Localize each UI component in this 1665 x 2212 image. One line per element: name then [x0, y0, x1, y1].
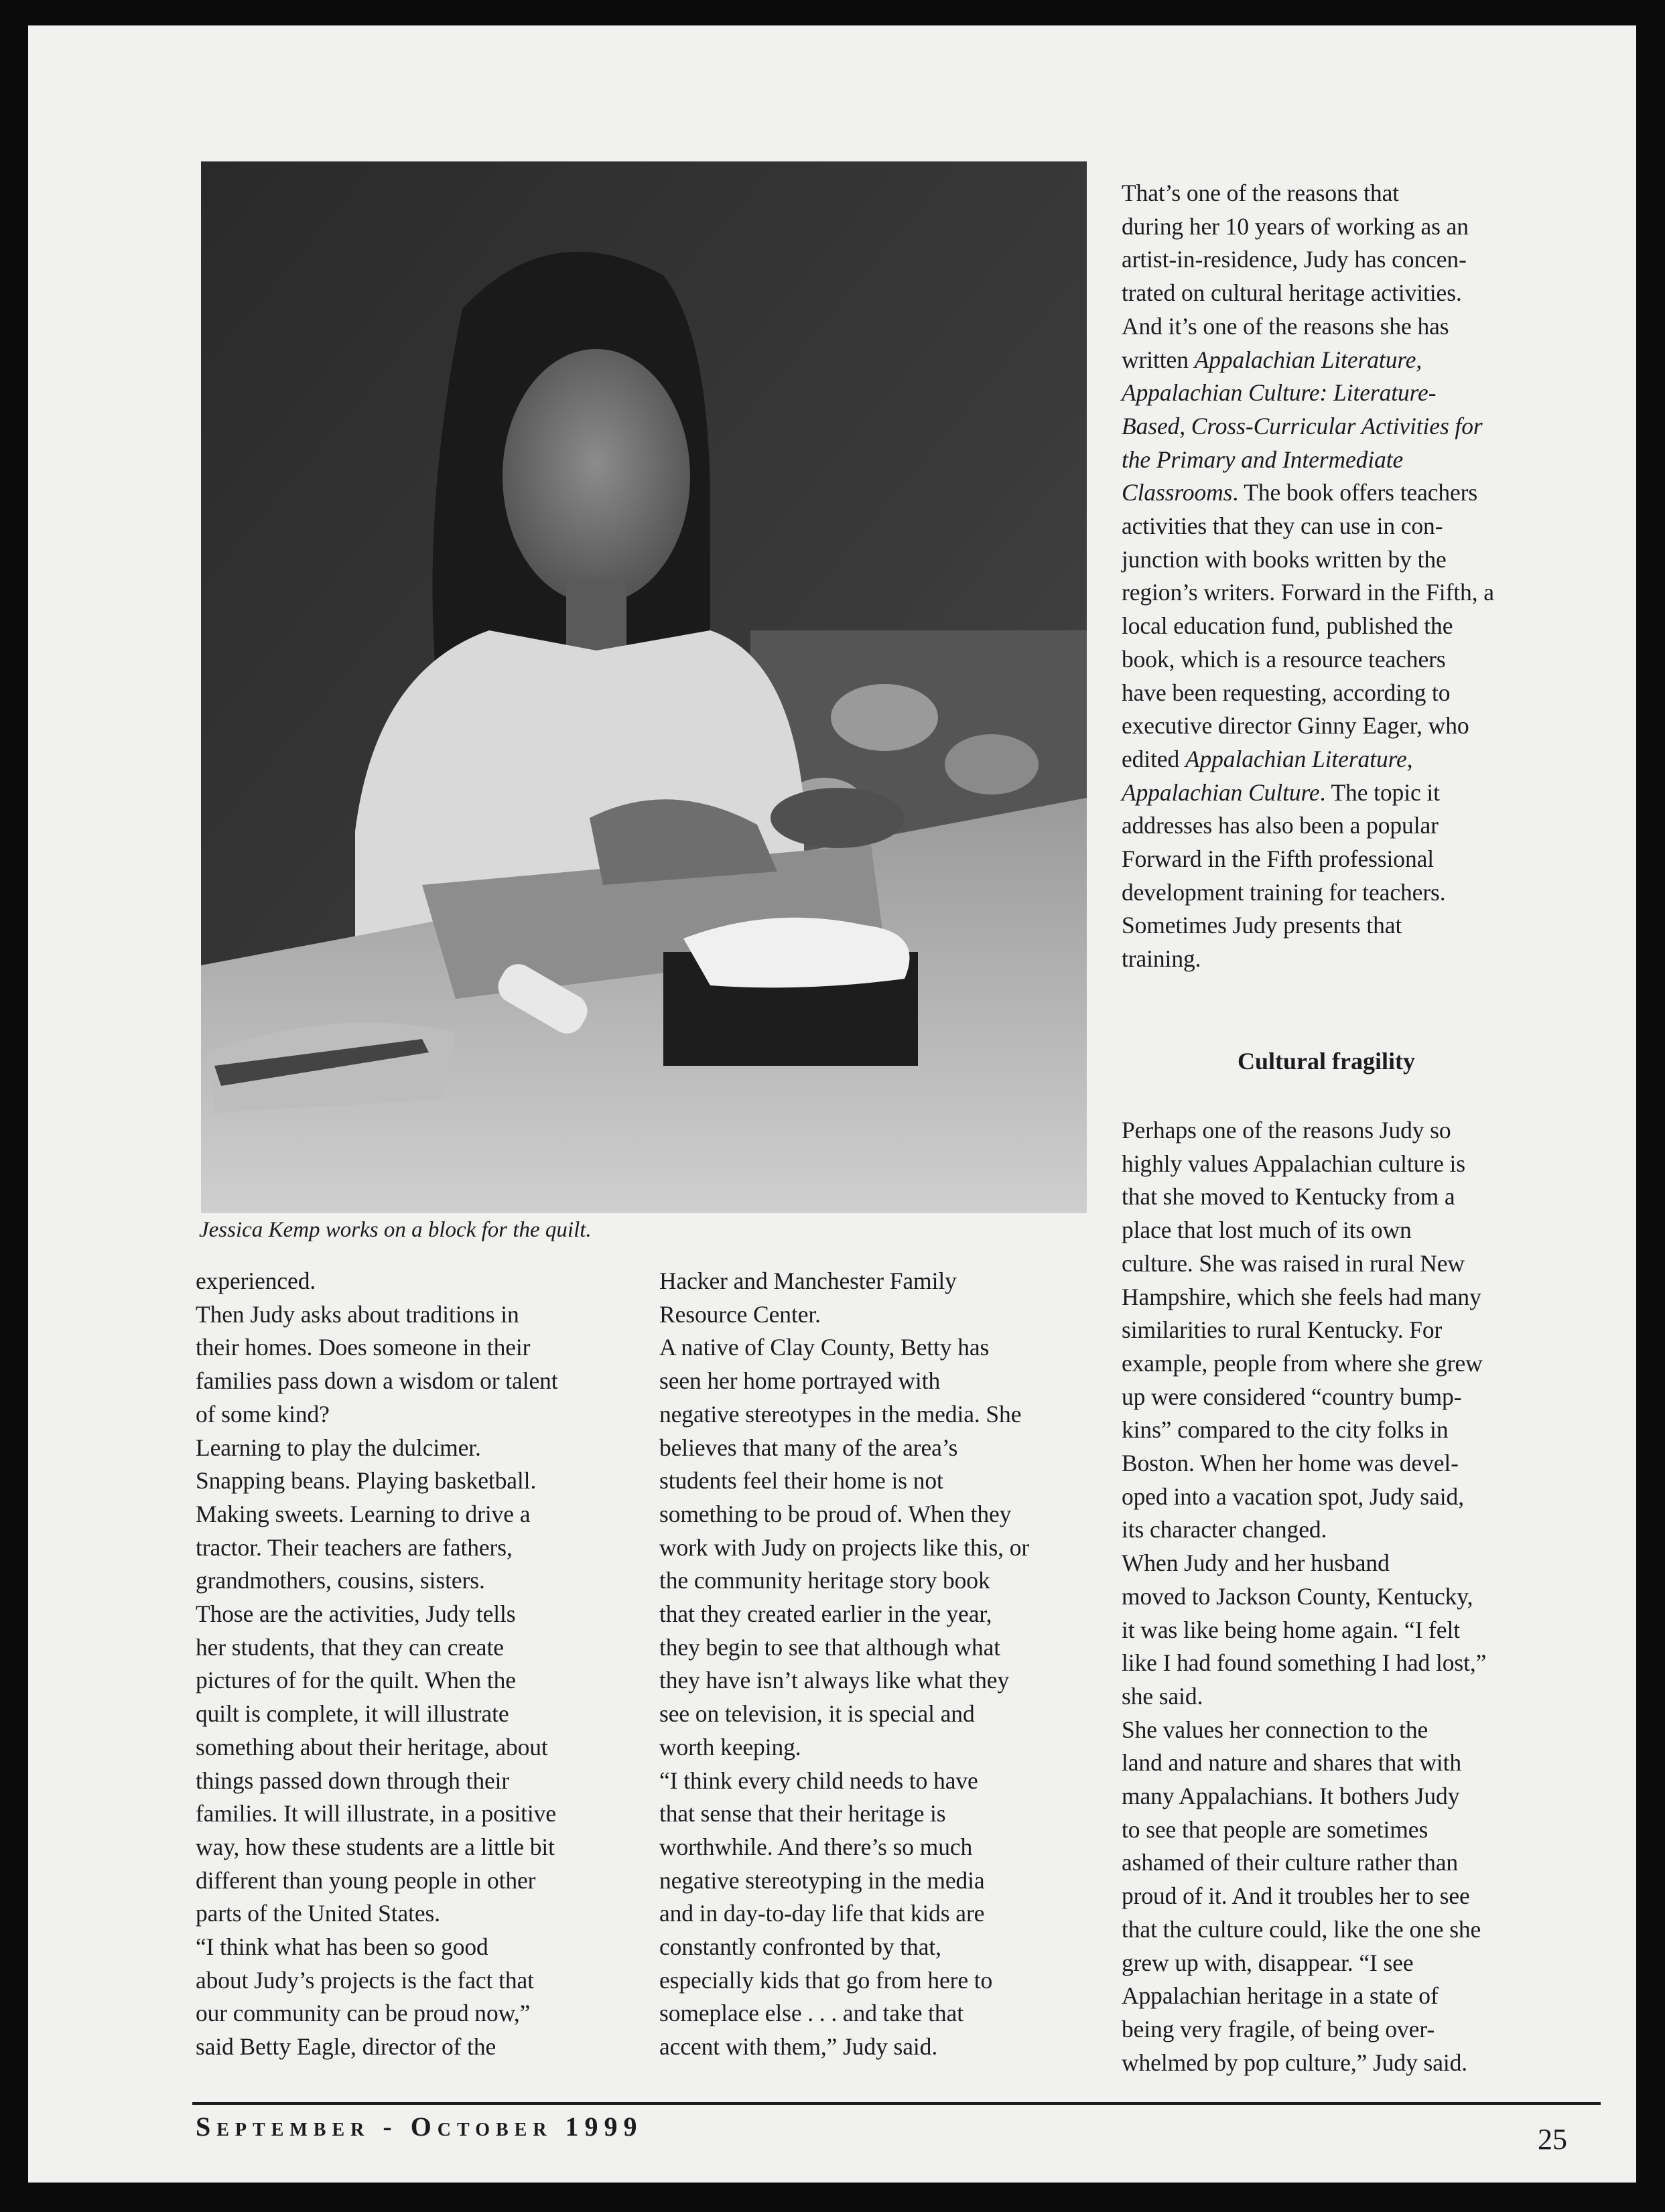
photo-illustration — [201, 161, 1087, 1213]
column-left: experienced. Then Judy asks about traditions in their homes. Does someone in their families pass down a wisdom or talent of some kind? Learning to play the dulcimer. Snapping beans. Playing basketball. Making sweets. Learning to drive a tractor. Their teachers are fathers, grandmothers, cousins, sisters. Those are the activities, Judy tells her students, that they can create pictures of for the quilt. When the quilt is complete, it will illustrate something about their heritage, about things passed down through their families. It will illustrate, in a positive way, how these students are a little bit different than young people in other parts of the United States. “I think what has been so good about Judy’s projects is the fact that our community can be proud now,” said Betty Eagle, director of the — [196, 1267, 558, 2061]
photo-girl-quilting — [201, 161, 1087, 1213]
paragraph-text: That’s one of the reasons that during her 10 years of working as an artist-in-residence, Judy has concen- trated on cultural heritage activities. And it’s one of the reasons she has written — [1122, 180, 1469, 373]
paragraph-text: . The topic it addresses has also been a popular Forward in the Fifth professional development training for teachers. Sometimes Judy presents that training. — [1122, 778, 1446, 973]
page-number: 25 — [1538, 2123, 1567, 2156]
paragraph-text: . The book offers teachers activities that they can use in con- junction with books written by the region’s writers. Forward in the Fifth, a local education fund, published the book, which is a resource teachers have been requesting, according to executive director Ginny Eager, who edited — [1122, 479, 1494, 772]
column-middle: Hacker and Manchester Family Resource Center. A native of Clay County, Betty has seen her home portrayed with negative stereotypes in the media. She believes that many of the area’s students feel their home is not something to be proud of. When they work with Judy on projects like this, or the community heritage story book that they created earlier in the year, they begin to see that although what they have isn’t always like what they see on television, it is special and worth keeping. “I think every child needs to have that sense that their heritage is worthwhile. And there’s so much negative stereotyping in the media and in day-to-day life that kids are constantly confronted by that, especially kids that go from here to someplace else . . . and take that accent with them,” Judy said. — [659, 1267, 1030, 2061]
footer-rule — [192, 2102, 1601, 2105]
book-title: Appalachian Literature, Appalachian Culture: Literature- Based, Cross-Curricular Activities for the Primary and Intermediate Classrooms — [1122, 346, 1483, 506]
column-right-bottom: Perhaps one of the reasons Judy so highly values Appalachian culture is that she moved to Kentucky from a place that lost much of its own culture. She was raised in rural New Hampshire, which she feels had many similarities to rural Kentucky. For example, people from where she grew up were considered “country bump- kins” compared to the city folks in Boston. When her home was devel- oped into a vacation spot, Judy said, its character changed. When Judy and her husband moved to Jackson County, Kentucky, it was like being home again. “I felt like I had found something I had lost,” she said. She values her connection to the land and nature and shares that with many Appalachians. It bothers Judy to see that people are sometimes ashamed of their culture rather than proud of it. And it troubles her to see that the culture could, like the one she grew up with, disappear. “I see Appalachian heritage in a state of being very fragile, of being over- whelmed by pop culture,” Judy said. — [1122, 1117, 1487, 2076]
magazine-page — [28, 25, 1636, 2183]
book-title-short: Appalachian Literature, Appalachian Culture — [1122, 745, 1413, 806]
footer-issue-date: September - October 1999 — [196, 2112, 643, 2142]
section-heading: Cultural fragility — [1238, 1048, 1415, 1075]
photo-caption: Jessica Kemp works on a block for the quilt. — [199, 1218, 592, 1242]
column-right-top — [1122, 177, 1494, 976]
